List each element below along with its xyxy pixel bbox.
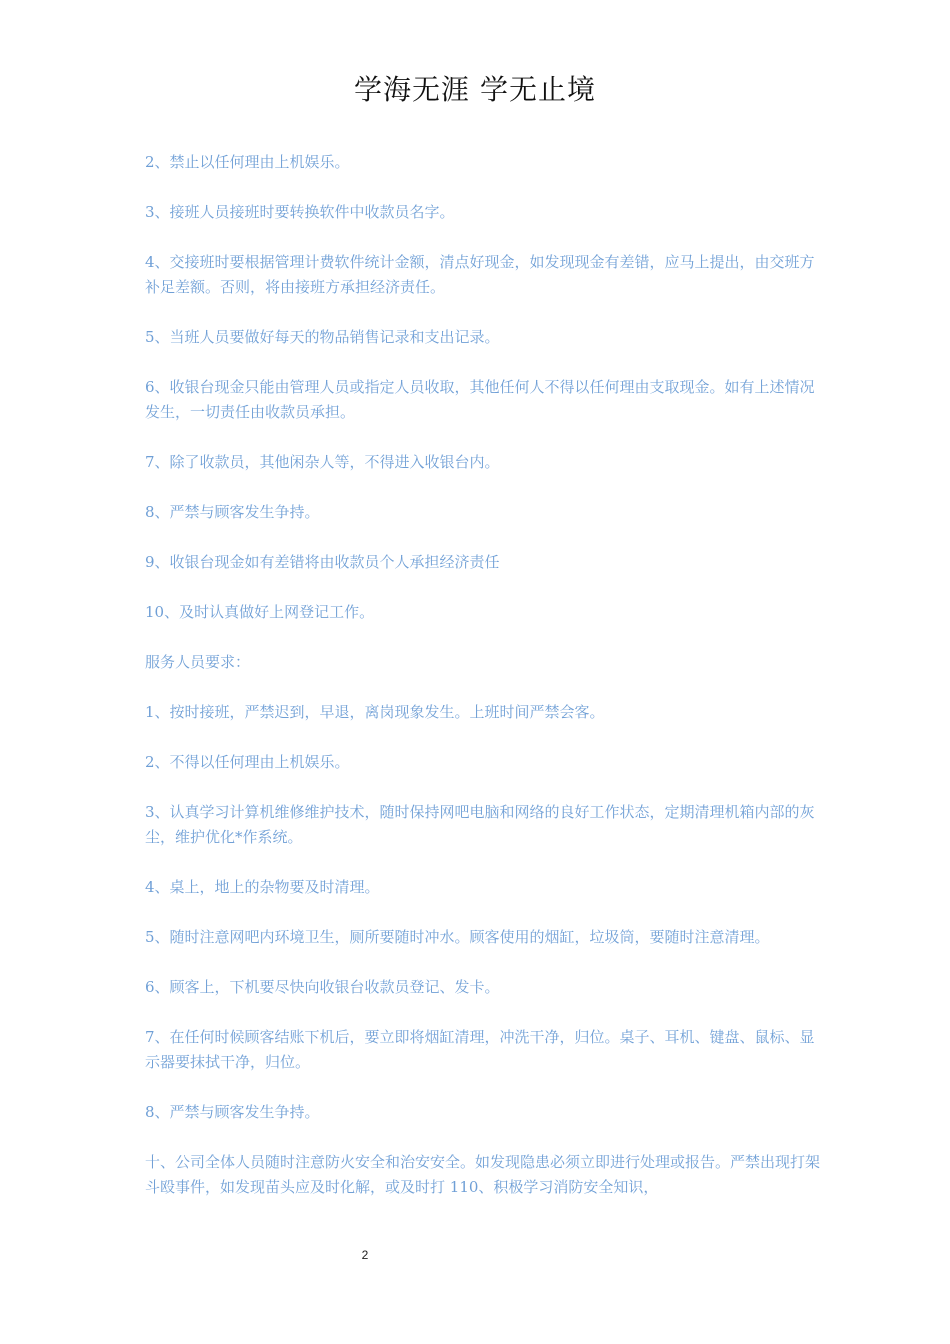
paragraph: 5、当班人员要做好每天的物品销售记录和支出记录。 [145, 328, 500, 346]
paragraph: 8、严禁与顾客发生争持。 [145, 503, 320, 521]
paragraph: 2、禁止以任何理由上机娱乐。 [145, 153, 350, 171]
paragraph: 8、严禁与顾客发生争持。 [145, 1103, 320, 1121]
paragraph: 4、交接班时要根据管理计费软件统计金额，清点好现金，如发现现金有差错，应马上提出，由交班方补足差额。否则，将由接班方承担经济责任。 [145, 253, 815, 296]
paragraph: 5、随时注意网吧内环境卫生，厕所要随时冲水。顾客使用的烟缸，垃圾筒，要随时注意清理。 [145, 928, 770, 946]
paragraph: 9、收银台现金如有差错将由收款员个人承担经济责任 [145, 553, 500, 571]
paragraph: 十、公司全体人员随时注意防火安全和治安安全。如发现隐患必须立即进行处理或报告。严禁出现打架斗殴事件，如发现苗头应及时化解，或及时打 110、积极学习消防安全知识， [145, 1153, 821, 1196]
paragraph: 6、顾客上，下机要尽快向收银台收款员登记、发卡。 [145, 978, 500, 996]
page-header-title: 学海无涯 学无止境 [354, 73, 596, 106]
paragraph: 3、认真学习计算机维修维护技术，随时保持网吧电脑和网络的良好工作状态，定期清理机箱内部的灰尘，维护优化*作系统。 [145, 803, 815, 846]
paragraph: 1、按时接班，严禁迟到，早退，离岗现象发生。上班时间严禁会客。 [145, 703, 605, 721]
paragraph: 7、在任何时候顾客结账下机后，要立即将烟缸清理，冲洗干净，归位。桌子、耳机、键盘、鼠标、显示器要抹拭干净，归位。 [145, 1028, 815, 1071]
paragraph: 6、收银台现金只能由管理人员或指定人员收取，其他任何人不得以任何理由支取现金。如有上述情况发生，一切责任由收款员承担。 [145, 378, 815, 421]
paragraph: 4、桌上，地上的杂物要及时清理。 [145, 878, 380, 896]
page-number: 2 [361, 1248, 369, 1262]
document-body [145, 150, 825, 1200]
paragraph: 7、除了收款员，其他闲杂人等，不得进入收银台内。 [145, 453, 500, 471]
paragraph: 10、及时认真做好上网登记工作。 [145, 603, 375, 621]
section-heading: 服务人员要求： [145, 653, 251, 671]
paragraph: 3、接班人员接班时要转换软件中收款员名字。 [145, 203, 455, 221]
paragraph: 2、不得以任何理由上机娱乐。 [145, 753, 350, 771]
